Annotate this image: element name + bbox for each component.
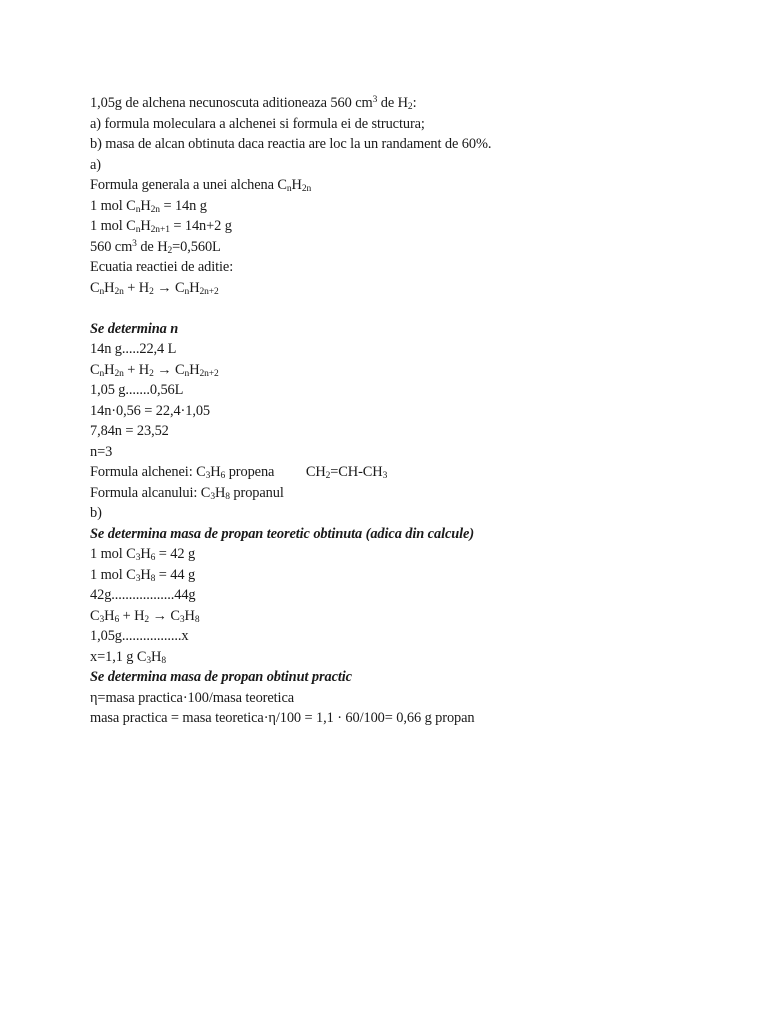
text-line: 1,05g de alchena necunoscuta aditioneaza 560 $cm^3$ de $H_2$: <box>90 95 417 112</box>
text-line: 1 mol $C_3H_8 = 44$ g <box>90 566 196 584</box>
blank-line <box>90 298 730 319</box>
text-line: 1,05 g.......0,56L <box>90 382 184 398</box>
text-line: a) <box>90 156 101 173</box>
text-line: Formula alcanului: $C_3H_8$ propanul <box>90 484 284 502</box>
text-line: 1 mol $C_nH_{2n+1} = 14n+2$ g <box>90 218 232 235</box>
text-line: Formula generala a unei alchena $C_nH_{2n}$ <box>90 177 312 194</box>
text-line: Formula alchenei: $C_3H_6$ propena $CH_2=CH-CH_3$ <box>90 464 388 481</box>
text-line: b) masa de alcan obtinuta daca reactia are loc la un randament de 60%. <box>90 136 492 152</box>
section-heading: Se determina masa de propan teoretic obtinuta (adica din calcule) <box>90 525 475 542</box>
text-line: 14n g.....22,4 L <box>90 341 177 357</box>
text-line: 14n·0,56 = 22,4·1,05 <box>90 402 211 419</box>
text-line: n=3 <box>90 443 113 460</box>
text-line: $C_nH_{2n} + H_2 \to C_nH_{2n+2}$ <box>90 361 219 379</box>
text-line: b) <box>90 505 102 521</box>
text-line: 1,05g.................x <box>90 628 189 644</box>
document-body <box>90 93 730 729</box>
text-line: 1 mol $C_3H_6 = 42$ g <box>90 546 196 563</box>
text-line: 7,84n = 23,52 <box>90 423 169 439</box>
text-line: 560 $cm^3$ de $H_2=0,560L$ <box>90 238 221 256</box>
text-line: masa practica = masa teoretica·η/100 = 1,1 · 60/100= 0,66 g propan <box>90 710 475 726</box>
text-line: x=1,1 g $C_3H_8$ <box>90 648 166 666</box>
section-heading: Se determina n <box>90 320 179 337</box>
text-line: a) formula moleculara a alchenei si formula ei de structura; <box>90 115 425 132</box>
text-line: 42g..................44g <box>90 587 196 603</box>
section-heading: Se determina masa de propan obtinut practic <box>90 669 352 685</box>
text-line: $C_nH_{2n} + H_2 \to C_nH_{2n+2}$ <box>90 279 219 297</box>
text-line: Ecuatia reactiei de aditie: <box>90 259 234 275</box>
text-line: $C_3H_6 + H_2 \to C_3H_8$ <box>90 607 200 625</box>
text-line: 1 mol $C_nH_{2n} = 14n$ g <box>90 197 207 215</box>
text-line: η=masa practica·100/masa teoretica <box>90 689 295 706</box>
